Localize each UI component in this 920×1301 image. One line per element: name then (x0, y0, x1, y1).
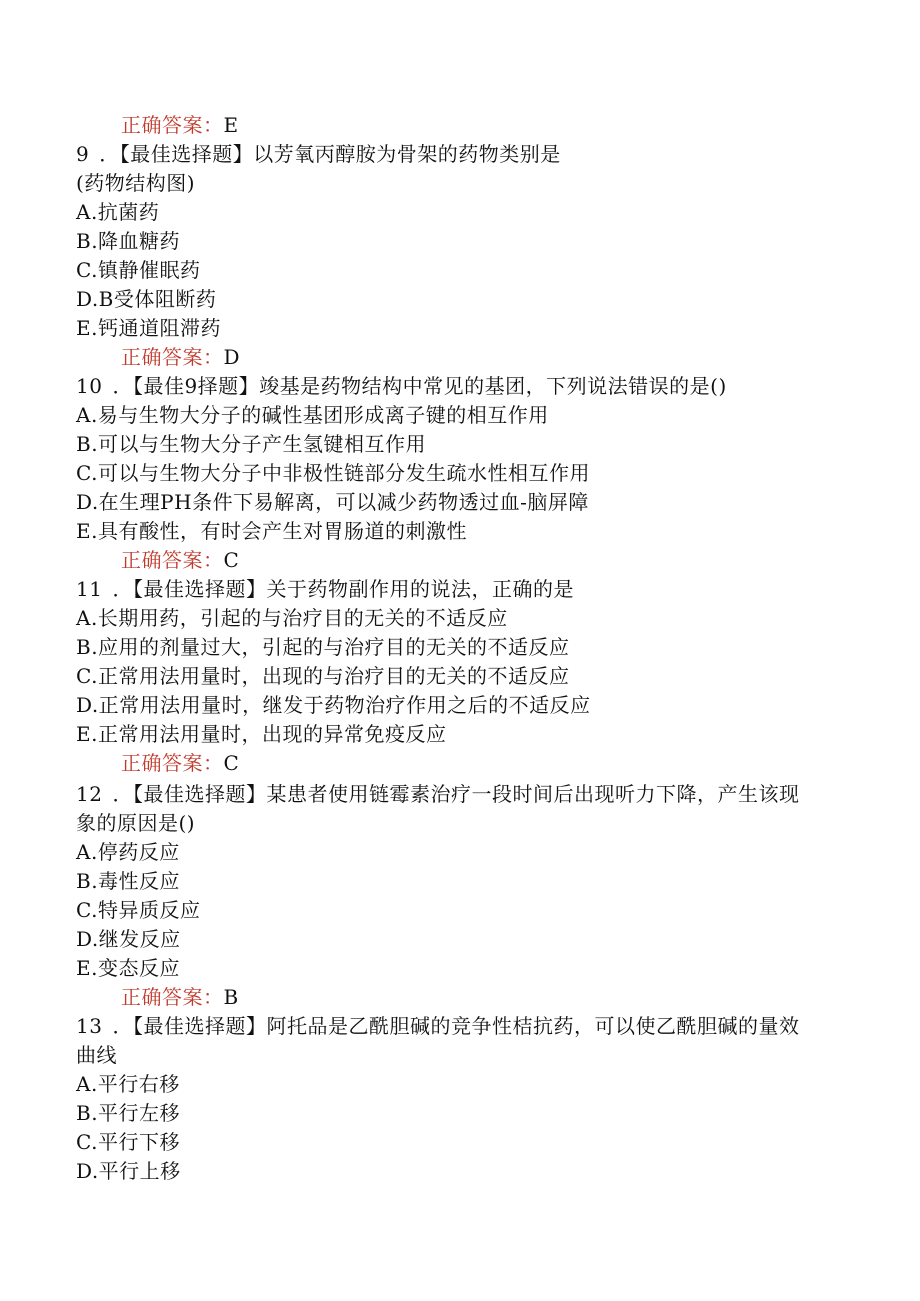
question-11-answer: 正确答案：C (121, 751, 240, 775)
question-11-option-b: B.应用的剂量过大，引起的与治疗目的无关的不适反应 (76, 635, 570, 659)
question-9-option-d: D.B受体阻断药 (76, 287, 217, 311)
question-10-option-b: B.可以与生物大分子产生氢键相互作用 (76, 432, 427, 456)
question-9-option-e: E.钙通道阻滞药 (76, 316, 221, 340)
question-11-option-a: A.长期用药，引起的与治疗目的无关的不适反应 (76, 606, 508, 630)
question-13-option-d: D.平行上移 (76, 1159, 181, 1183)
question-10-option-a: A.易与生物大分子的碱性基团形成离子键的相互作用 (76, 403, 549, 427)
question-10-stem: 10 ．【最佳9择题】竣基是药物结构中常见的基团，下列说法错误的是() (76, 374, 727, 398)
question-12-option-d: D.继发反应 (76, 927, 181, 951)
question-13-option-c: C.平行下移 (76, 1130, 180, 1154)
question-10-answer: 正确答案：C (121, 548, 240, 572)
question-12-stem-cont: 象的原因是() (76, 811, 196, 835)
question-13-option-b: B.平行左移 (76, 1101, 181, 1125)
question-10-option-d: D.在生理PH条件下易解离，可以减少药物透过血-脑屏障 (76, 490, 589, 514)
question-11-stem: 11 ．【最佳选择题】关于药物副作用的说法，正确的是 (76, 577, 574, 601)
question-9-stem: 9 ．【最佳选择题】以芳氧丙醇胺为骨架的药物类别是 (76, 142, 561, 166)
question-9-option-a: A.抗菌药 (76, 200, 160, 224)
question-9-option-b: B.降血糖药 (76, 229, 181, 253)
question-12-option-e: E.变态反应 (76, 956, 180, 980)
question-11-option-c: C.正常用法用量时，出现的与治疗目的无关的不适反应 (76, 664, 570, 688)
question-11-option-e: E.正常用法用量时，出现的异常免疫反应 (76, 722, 447, 746)
question-9-stem-cont: (药物结构图) (76, 171, 196, 195)
question-13-option-a: A.平行右移 (76, 1072, 180, 1096)
question-12-stem: 12 ．【最佳选择题】某患者使用链霉素治疗一段时间后出现听力下降，产生该现 (76, 782, 800, 806)
question-12-option-c: C.特异质反应 (76, 898, 201, 922)
question-12-option-b: B.毒性反应 (76, 869, 181, 893)
question-10-option-c: C.可以与生物大分子中非极性链部分发生疏水性相互作用 (76, 461, 590, 485)
question-11-option-d: D.正常用法用量时，继发于药物治疗作用之后的不适反应 (76, 693, 591, 717)
question-12-answer: 正确答案：B (121, 985, 239, 1009)
answer-line: 正确答案：E (121, 113, 239, 137)
question-10-option-e: E.具有酸性，有时会产生对胃肠道的刺激性 (76, 519, 467, 543)
question-12-option-a: A.停药反应 (76, 840, 180, 864)
question-9-option-c: C.镇静催眠药 (76, 258, 201, 282)
question-9-answer: 正确答案：D (121, 345, 241, 369)
question-13-stem-cont: 曲线 (76, 1043, 117, 1067)
question-13-stem: 13 ．【最佳选择题】阿托品是乙酰胆碱的竞争性桔抗药，可以使乙酰胆碱的量效 (76, 1014, 800, 1038)
